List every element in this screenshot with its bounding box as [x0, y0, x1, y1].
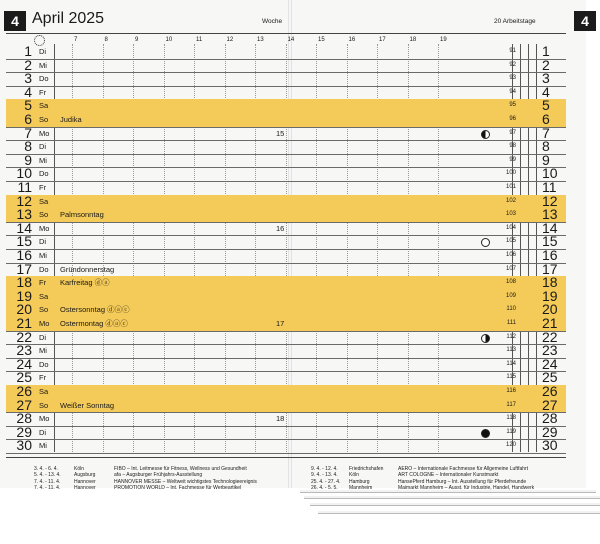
hour-label: 18	[409, 37, 417, 43]
month-number-left: 4	[4, 11, 26, 31]
fair-text: ART COLOGNE – Internationaler Kunstmarkt	[398, 472, 499, 479]
day-number: 14	[16, 219, 32, 236]
fair-date: 3. 4. - 6. 4.	[34, 466, 58, 472]
day-row[interactable]	[6, 167, 566, 182]
week-number: 18	[276, 414, 285, 424]
day-number: 9	[24, 151, 32, 168]
day-number-right: 3	[542, 70, 550, 87]
workdays-label: 20 Arbeitstage	[494, 18, 536, 25]
day-row[interactable]	[6, 317, 566, 332]
day-number-right: 27	[542, 396, 558, 413]
holiday-name: Ostermontag ⓓⓐⓒ	[60, 319, 128, 328]
day-number-right: 16	[542, 247, 558, 263]
week-label: Woche	[262, 18, 283, 25]
fair-date: 26. 4. - 5. 5.	[311, 485, 338, 492]
day-number: 29	[16, 423, 32, 440]
day-row[interactable]	[6, 181, 566, 196]
day-number-right: 1	[542, 43, 550, 59]
hour-label: 10	[165, 37, 173, 43]
weekday: So	[39, 305, 49, 315]
week-number: 16	[276, 223, 285, 233]
day-number-right: 10	[542, 165, 558, 182]
day-number-right: 11	[542, 179, 557, 195]
day-number: 25	[16, 369, 32, 386]
day-of-year: 96	[509, 116, 516, 122]
day-number: 30	[16, 437, 32, 454]
fair-text: FIBO – Int. Leitmesse für Fitness, Wellness und Gesundheit	[114, 466, 247, 472]
day-number-right: 21	[542, 315, 558, 331]
day-of-year: 112	[506, 333, 516, 340]
weekday: Do	[39, 169, 49, 179]
day-of-year: 99	[509, 156, 516, 163]
fair-date: 7. 4. - 11. 4.	[34, 478, 61, 485]
day-number: 7	[24, 124, 32, 141]
day-number: 5	[24, 97, 32, 114]
day-of-year: 94	[509, 88, 516, 95]
day-number: 20	[16, 301, 32, 318]
weekday: Di	[39, 237, 47, 247]
day-row[interactable]	[6, 328, 566, 346]
hour-label: 7	[74, 37, 78, 43]
day-number: 19	[16, 287, 32, 304]
day-row[interactable]	[6, 249, 566, 264]
day-row[interactable]	[6, 276, 566, 291]
fair-text: afa – Augsburger Frühjahrs-Ausstellung	[114, 472, 203, 479]
day-of-year: 97	[509, 129, 516, 136]
page-stack-edge	[310, 503, 600, 506]
day-of-year: 113	[506, 347, 516, 354]
moon-phase-icon	[481, 429, 490, 438]
weekday: Sa	[39, 387, 49, 396]
day-number: 26	[16, 383, 32, 399]
weekday: Do	[39, 74, 49, 84]
fair-date: 9. 4. - 12. 4.	[311, 466, 338, 472]
weekday: Mo	[39, 128, 50, 138]
day-of-year: 104	[505, 224, 516, 231]
day-of-year: 111	[506, 320, 516, 326]
day-number: 27	[16, 396, 32, 413]
footer-divider	[6, 457, 566, 458]
day-number: 21	[16, 315, 32, 331]
fair-city: Hannover	[74, 485, 96, 492]
day-row[interactable]	[6, 99, 566, 114]
day-number-right: 15	[542, 233, 558, 250]
day-number-right: 26	[542, 383, 558, 399]
day-row[interactable]	[6, 83, 566, 101]
day-number: 15	[16, 233, 32, 250]
day-number-right: 6	[542, 111, 550, 127]
day-row[interactable]	[6, 385, 566, 400]
weekday: So	[39, 210, 49, 220]
day-row[interactable]	[6, 208, 566, 223]
page-title: April 2025	[32, 10, 105, 27]
weekday: Di	[39, 427, 47, 437]
fair-date: 9. 4. - 13. 4.	[311, 472, 338, 479]
day-number: 12	[16, 192, 32, 209]
weekday: Sa	[39, 196, 49, 206]
day-number: 13	[16, 206, 32, 223]
weekday: Do	[39, 264, 49, 274]
fair-city: Hannover	[74, 478, 96, 485]
hour-label: 11	[196, 37, 203, 43]
day-of-year: 98	[509, 143, 516, 150]
hour-label: 13	[257, 37, 264, 43]
day-of-year: 105	[505, 238, 516, 245]
day-row[interactable]	[6, 140, 566, 155]
day-of-year: 92	[509, 61, 516, 68]
day-number: 1	[24, 43, 32, 59]
fair-city: Friedrichshafen	[349, 466, 384, 472]
weekday: Mi	[39, 251, 47, 260]
day-of-year: 95	[509, 102, 516, 109]
day-number: 17	[16, 260, 32, 277]
day-of-year: 110	[506, 306, 516, 313]
day-number: 24	[16, 355, 32, 372]
day-row[interactable]	[6, 412, 566, 427]
hour-label: 19	[440, 37, 447, 43]
fair-text: PROMOTION WORLD – Int. Fachmesse für Werbeartikel	[114, 485, 242, 492]
weekday: Mi	[39, 346, 47, 356]
fair-city: Hamburg	[349, 478, 370, 485]
day-row[interactable]	[6, 151, 566, 169]
day-number: 8	[24, 138, 32, 155]
weekday: Fr	[39, 87, 47, 97]
day-row[interactable]	[6, 439, 566, 454]
holiday-name: Gründonnerstag	[60, 264, 115, 274]
hour-label: 15	[318, 37, 325, 43]
day-number-right: 4	[542, 83, 550, 100]
weekday: Mo	[39, 319, 50, 328]
weekday: Di	[39, 47, 47, 56]
weekday: Do	[39, 359, 49, 369]
week-number: 15	[276, 128, 285, 138]
day-number-right: 18	[542, 274, 558, 291]
day-row[interactable]	[6, 219, 566, 237]
day-row[interactable]	[6, 56, 566, 74]
weekday: Mi	[39, 441, 47, 451]
day-number-right: 13	[542, 206, 558, 223]
day-number-right: 19	[542, 287, 558, 304]
day-number-right: 7	[542, 124, 550, 141]
moon-phase-icon	[481, 130, 490, 139]
day-of-year: 108	[505, 279, 516, 286]
fair-text: AERO – Internationale Fachmesse für Allgemeine Luftfahrt	[398, 466, 529, 472]
day-of-year: 93	[509, 75, 516, 82]
month-number-right: 4	[574, 11, 596, 31]
weekday: Mo	[39, 414, 50, 424]
holiday-name: Weißer Sonntag	[60, 400, 115, 410]
moon-phase-icon	[481, 238, 490, 247]
day-row[interactable]	[6, 45, 566, 60]
day-number: 28	[16, 410, 32, 427]
hour-label: 8	[104, 37, 108, 43]
day-number: 18	[16, 274, 32, 291]
day-number: 11	[17, 179, 32, 195]
hour-label: 12	[226, 37, 234, 43]
holiday-name: Ostersonntag ⓓⓐⓒ	[60, 305, 130, 315]
fair-date: 7. 4. - 11. 4.	[34, 485, 61, 492]
day-number: 10	[16, 165, 32, 182]
day-row[interactable]	[6, 113, 566, 128]
day-of-year: 116	[506, 388, 516, 394]
day-row[interactable]	[6, 287, 566, 305]
fair-city: Köln	[74, 466, 85, 472]
holiday-name: Karfreitag ⓓⓐ	[60, 278, 110, 288]
day-number-right: 22	[542, 328, 558, 345]
day-of-year: 103	[505, 211, 516, 218]
week-number: 17	[276, 319, 285, 328]
day-number: 2	[24, 56, 32, 73]
hour-label: 14	[287, 37, 295, 43]
day-row[interactable]	[6, 423, 566, 441]
day-of-year: 106	[505, 252, 516, 258]
fair-text: Maimarkt Mannheim – Ausst. für Industrie, Handel, Handwerk	[398, 485, 535, 492]
fair-date: 25. 4. - 27. 4.	[311, 478, 341, 485]
hour-label: 9	[135, 37, 139, 43]
moon-phase-icon	[481, 334, 490, 343]
weekday: Di	[39, 332, 47, 342]
day-number-right: 5	[542, 97, 550, 114]
day-of-year: 101	[505, 184, 516, 190]
weekday: Mo	[39, 223, 50, 233]
day-number: 6	[24, 111, 32, 127]
weekday: Di	[39, 142, 47, 152]
day-row[interactable]	[6, 355, 566, 373]
hour-label: 16	[348, 37, 356, 43]
holiday-name: Judika	[60, 115, 82, 124]
day-number-right: 2	[542, 56, 550, 73]
day-of-year: 102	[505, 197, 516, 204]
day-number-right: 8	[542, 138, 550, 155]
weekday: So	[39, 115, 49, 124]
day-of-year: 107	[505, 265, 516, 272]
weekday: Fr	[39, 278, 47, 288]
day-number-right: 28	[542, 410, 558, 427]
day-row[interactable]	[6, 124, 566, 142]
day-of-year: 114	[506, 360, 516, 367]
day-number: 3	[24, 70, 32, 87]
fair-text: HansePferd Hamburg – Int. Ausstellung für Pferdefreunde	[398, 478, 527, 485]
holiday-name: Palmsonntag	[60, 210, 104, 220]
day-of-year: 118	[506, 415, 516, 422]
day-number-right: 14	[542, 219, 558, 236]
day-number-right: 29	[542, 423, 558, 440]
day-number: 23	[16, 342, 32, 359]
day-of-year: 120	[505, 442, 516, 449]
weekday: So	[39, 400, 49, 410]
weekday: Sa	[39, 291, 49, 301]
day-number-right: 25	[542, 369, 558, 386]
day-of-year: 117	[506, 401, 516, 408]
day-of-year: 119	[506, 428, 516, 435]
day-row[interactable]	[6, 303, 566, 318]
fair-city: Mannheim	[349, 485, 373, 492]
header-divider	[6, 33, 566, 34]
day-number: 4	[24, 83, 32, 100]
day-number-right: 20	[542, 301, 558, 318]
day-row[interactable]	[6, 72, 566, 87]
day-number-right: 17	[542, 260, 558, 277]
day-number-right: 9	[542, 151, 550, 168]
day-number: 16	[16, 247, 32, 263]
day-row[interactable]	[6, 260, 566, 278]
day-of-year: 100	[505, 170, 516, 177]
fair-city: Augsburg	[74, 472, 96, 479]
day-row[interactable]	[6, 344, 566, 359]
day-of-year: 91	[509, 48, 516, 54]
page-stack-edge	[318, 511, 600, 514]
day-number-right: 24	[542, 355, 558, 372]
hour-label: 17	[379, 37, 386, 43]
day-of-year: 115	[506, 374, 516, 381]
day-row[interactable]	[6, 235, 566, 250]
fair-text: HANNOVER MESSE – Weltweit wichtigstes Technologieereignis	[114, 478, 257, 485]
weekday: Sa	[39, 101, 49, 111]
day-row[interactable]	[6, 396, 566, 414]
fair-date: 5. 4. - 13. 4.	[34, 472, 61, 479]
weekday: Mi	[39, 60, 47, 70]
day-of-year: 109	[505, 292, 516, 299]
day-row[interactable]	[6, 371, 566, 386]
day-row[interactable]	[6, 192, 566, 210]
day-number: 22	[16, 328, 32, 345]
day-number-right: 12	[542, 192, 558, 209]
weekday: Fr	[39, 373, 47, 383]
weekday: Mi	[39, 155, 47, 165]
page-stack-edge	[304, 496, 600, 499]
fair-city: Köln	[349, 472, 360, 479]
day-number-right: 30	[542, 437, 558, 454]
day-number-right: 23	[542, 342, 558, 359]
weekday: Fr	[39, 183, 47, 192]
